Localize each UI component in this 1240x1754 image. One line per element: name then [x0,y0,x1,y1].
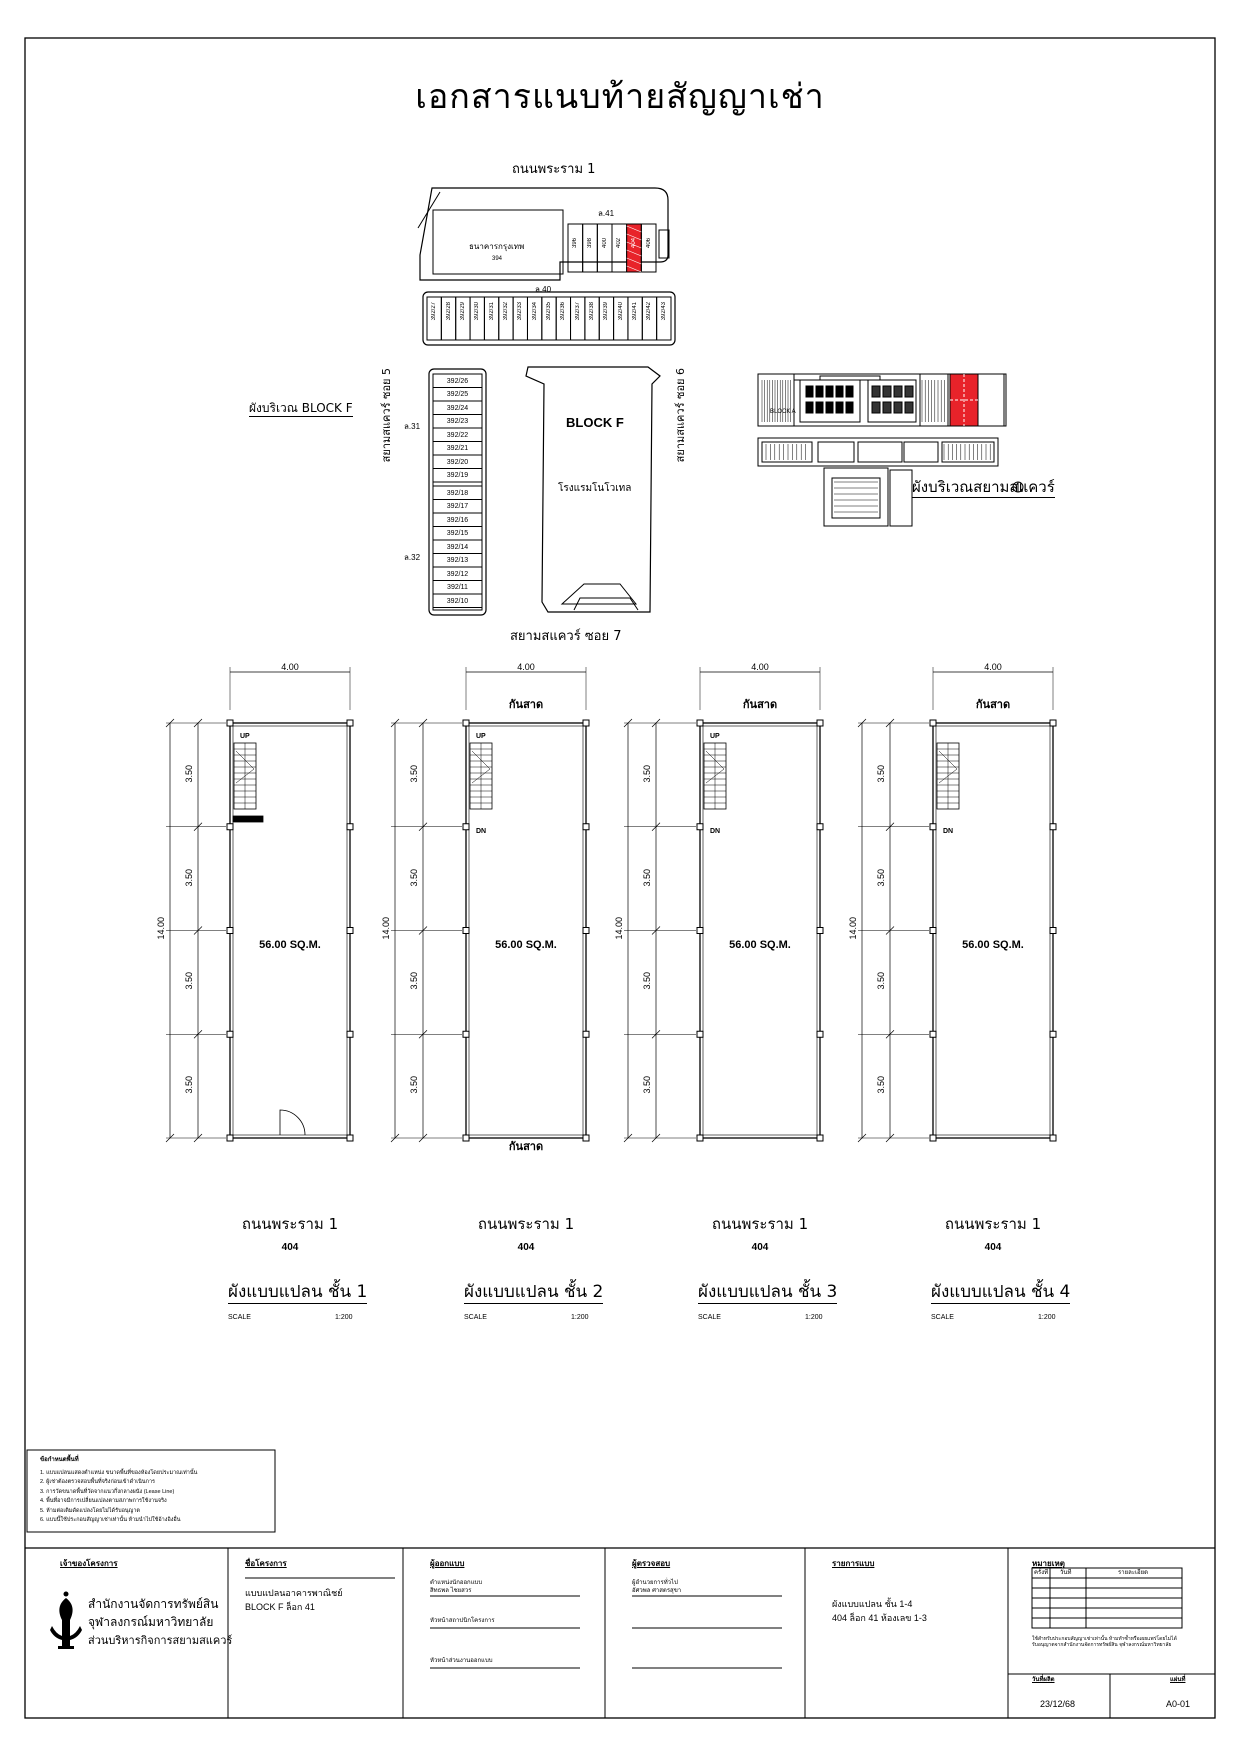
site-unit-label: 406 [645,238,652,249]
entrance-door [280,1110,305,1135]
plan-scale-value: 1:200 [335,1314,353,1321]
site-col-unit-label: 392/24 [446,404,469,412]
note-item: 6. แบบนี้ใช้ประกอบสัญญาเช่าเท่านั้น ห้ามนำไปใช้อ้างอิงอื่น [40,1517,181,1524]
rev-col-detail: รายละเอียด [1118,1570,1149,1576]
keyplan-block-a: BLOCK A [770,409,796,415]
owner-line-2: จุฬาลงกรณ์มหาวิทยาลัย [88,1615,214,1629]
soi6-label: สยามสแควร์ ซอย 6 [674,368,687,463]
project-line-2: BLOCK F ล็อก 41 [245,1602,315,1612]
stair-down-label: DN [476,828,487,835]
content-line-2: 404 ล็อก 41 ห้องเลข 1-3 [832,1613,927,1623]
plan-scale-label: SCALE [228,1314,251,1321]
site-row-unit-label: 392/27 [431,302,438,321]
site-row-unit-label: 392/41 [632,302,639,321]
plan-title: ผังแบบแปลน ชั้น 3 [698,1282,838,1302]
canopy-bottom-label: กันสาด [508,1141,544,1153]
owner-line-1: สำนักงานจัดการทรัพย์สิน [88,1597,219,1611]
canopy-top-label: กันสาด [508,699,544,711]
designer-role-3: หัวหน้าส่วนงานออกแบบ [430,1658,493,1664]
plan-scale-label: SCALE [931,1314,954,1321]
checker-heading: ผู้ตรวจสอบ [632,1559,671,1568]
designer-role-2: หัวหน้าสถาปนิกโครงการ [430,1618,495,1624]
segment-dimension: 3.50 [409,764,419,783]
site-road-top: ถนนพระราม 1 [512,162,596,177]
segment-dimension: 3.50 [184,764,194,783]
site-row-unit-label: 392/32 [502,302,509,321]
site-col-unit-label: 392/14 [446,543,469,551]
project-line-1: แบบแปลนอาคารพาณิชย์ [245,1588,343,1598]
note-item: 4. พื้นที่อาจมีการเปลี่ยนแปลงตามสภาพการใช้งานจริง [40,1498,167,1505]
note-item: 5. ห้ามต่อเติมดัดแปลงโดยไม่ได้รับอนุญาต [40,1507,140,1514]
site-row-unit-label: 392/31 [488,302,495,321]
sheet-label: แผ่นที่ [1170,1677,1186,1683]
soi5-label: สยามสแควร์ ซอย 5 [380,368,393,463]
floor-area: 56.00 SQ.M. [729,939,791,951]
canopy-top-label: กันสาด [975,699,1011,711]
site-row-unit-label: 392/37 [574,302,581,321]
stair-up-label: UP [240,733,250,740]
designer-role-1: ตำแหน่งนักออกแบบ [430,1580,483,1586]
designer-name: สิทธพล ไชยสวร [430,1588,472,1594]
lane-32-label: ล.32 [404,553,421,562]
plan-road-label: ถนนพระราม 1 [711,1215,809,1233]
document-title: เอกสารแนบท้ายสัญญาเช่า [415,77,825,117]
plan-title: ผังแบบแปลน ชั้น 2 [464,1282,604,1302]
rev-col-no: ครั้งที่ [1034,1570,1049,1576]
plan-scale-label: SCALE [698,1314,721,1321]
bank-name: ธนาคารกรุงเทพ [469,242,525,251]
lane-41-label: ล.41 [598,209,615,218]
site-row-unit-label: 392/42 [646,302,653,321]
floor-area: 56.00 SQ.M. [259,939,321,951]
date-value: 23/12/68 [1040,1699,1076,1709]
segment-dimension: 3.50 [876,1076,886,1094]
notes-heading: ข้อกำหนดพื้นที่ [40,1457,79,1463]
site-row-unit-label: 392/30 [474,302,481,321]
lane-40-label: ล.40 [535,285,552,294]
width-dimension: 4.00 [281,662,299,672]
owner-heading: เจ้าของโครงการ [60,1559,118,1568]
site-col-unit-label: 392/15 [446,530,469,537]
segment-dimension: 3.50 [642,868,652,887]
university-emblem [50,1592,82,1650]
segment-dimension: 3.50 [409,972,419,990]
plan-unit-number: 404 [984,1242,1002,1253]
total-dimension: 14.00 [614,916,624,940]
site-col-unit-label: 392/18 [446,489,469,497]
floor-area: 56.00 SQ.M. [962,939,1024,951]
site-row-unit-label: 392/29 [459,302,466,321]
site-plan-caption: ผังบริเวณ BLOCK F [249,401,353,415]
note-item: 1. แบบแปลนแสดงตำแหน่ง ขนาดพื้นที่ของห้องโดยประมาณเท่านั้น [40,1470,198,1476]
width-dimension: 4.00 [984,662,1002,672]
site-row-unit-label: 392/39 [603,302,610,321]
segment-dimension: 3.50 [184,1076,194,1094]
site-unit-label: 402 [616,238,623,249]
segment-dimension: 3.50 [876,764,886,783]
plan-scale-value: 1:200 [805,1314,823,1321]
hotel-label: โรงแรมโนโวเทล [558,483,632,494]
segment-dimension: 3.50 [642,972,652,990]
site-col-unit-label: 392/17 [446,503,469,510]
width-dimension: 4.00 [751,662,769,672]
plan-title: ผังแบบแปลน ชั้น 4 [931,1282,1071,1302]
site-unit-label: 396 [572,238,579,249]
rev-col-date: วันที่ [1060,1570,1072,1576]
content-heading: รายการแบบ [832,1559,875,1568]
site-row-unit-label: 392/38 [589,302,596,321]
site-col-unit-label: 392/10 [446,597,469,605]
sheet-value: A0-01 [1166,1699,1191,1709]
content-line-1: ผังแบบแปลน ชั้น 1-4 [832,1599,913,1609]
site-row-unit-label: 392/43 [660,302,667,321]
bank-number: 394 [492,256,503,262]
plan-road-label: ถนนพระราม 1 [477,1215,575,1233]
legal-note: ใช้สำหรับประกอบสัญญาเช่าเท่านั้น ห้ามทำซ้ำหรือเผยแพร่โดยไม่ได้รับอนุญาตจากสำนักงานจัดการทรัพย์สิน จุฬาลงกรณ์มหาวิทยาลัย [1032,1636,1177,1649]
plan-unit-number: 404 [517,1242,535,1253]
site-row-unit-label: 392/40 [617,302,624,321]
segment-dimension: 3.50 [184,972,194,990]
site-unit-label: 404 [631,238,637,249]
floor-plan-1 [166,667,353,1142]
segment-dimension: 3.50 [876,868,886,887]
site-row-unit-label: 392/28 [445,302,452,321]
total-dimension: 14.00 [156,916,166,940]
plan-scale-label: SCALE [464,1314,487,1321]
site-col-unit-label: 392/21 [446,445,469,452]
canopy-top-label: กันสาด [742,699,778,711]
segment-dimension: 3.50 [184,868,194,887]
date-label: วันที่ผลิต [1032,1677,1055,1683]
plan-road-label: ถนนพระราม 1 [241,1215,339,1233]
plan-unit-number: 404 [281,1242,299,1253]
lane-31-label: ล.31 [404,422,421,431]
note-item: 2. ผู้เช่าต้องตรวจสอบพื้นที่จริงก่อนเข้าดำเนินการ [40,1479,156,1486]
site-col-unit-label: 392/26 [446,377,469,385]
width-dimension: 4.00 [517,662,535,672]
floor-plan-3 [624,667,823,1142]
site-col-unit-label: 392/20 [446,458,469,466]
project-heading: ชื่อโครงการ [245,1559,287,1568]
site-unit-label: 400 [601,238,608,249]
site-col-unit-label: 392/13 [446,557,469,564]
plan-scale-value: 1:200 [1038,1314,1056,1321]
floor-area: 56.00 SQ.M. [495,939,557,951]
designer-heading: ผู้ออกแบบ [430,1559,465,1568]
owner-line-3: ส่วนบริหารกิจการสยามสแควร์ [88,1635,233,1647]
site-col-unit-label: 392/11 [447,584,468,591]
segment-dimension: 3.50 [642,1076,652,1094]
plan-scale-value: 1:200 [571,1314,589,1321]
segment-dimension: 3.50 [642,764,652,783]
site-road-bottom: สยามสแควร์ ซอย 7 [510,629,622,644]
keyplan-caption: ผังบริเวณสยามสแควร์ [912,478,1055,496]
site-row-unit-label: 392/35 [546,302,552,321]
block-f-label: BLOCK F [566,415,624,430]
site-col-unit-label: 392/12 [446,570,469,578]
stair-up-label: UP [710,733,720,740]
floor-plan-2 [391,667,589,1142]
total-dimension: 14.00 [381,916,391,940]
note-item: 3. การวัดขนาดพื้นที่วัดจากแนวกึ่งกลางผนัง (Lease Line) [40,1488,175,1495]
site-row-unit-label: 392/33 [517,302,524,321]
revision-heading: หมายเหตุ [1032,1559,1065,1568]
site-unit-label: 398 [587,238,593,249]
plan-unit-number: 404 [751,1242,769,1253]
segment-dimension: 3.50 [876,972,886,990]
stair-down-label: DN [943,828,954,835]
site-row-unit-label: 392/34 [531,302,538,321]
segment-dimension: 3.50 [409,868,419,887]
floor-plan-4 [858,667,1056,1142]
plan-title: ผังแบบแปลน ชั้น 1 [228,1282,368,1302]
site-col-unit-label: 392/16 [446,516,469,524]
checker-role: ผู้อำนวยการทั่วไป [632,1580,678,1586]
checker-name: อัศวพล ศาสตรสุขา [632,1588,682,1594]
segment-dimension: 3.50 [409,1076,419,1094]
site-col-unit-label: 392/22 [446,431,469,439]
stair-up-label: UP [476,733,486,740]
plan-road-label: ถนนพระราม 1 [944,1215,1042,1233]
site-col-unit-label: 392/19 [446,472,469,479]
notes-list [40,1469,197,1525]
total-dimension: 14.00 [848,916,858,940]
site-col-unit-label: 392/25 [446,391,469,398]
stair-down-label: DN [710,828,721,835]
site-col-unit-label: 392/23 [446,418,469,425]
site-row-unit-label: 392/36 [560,302,567,321]
